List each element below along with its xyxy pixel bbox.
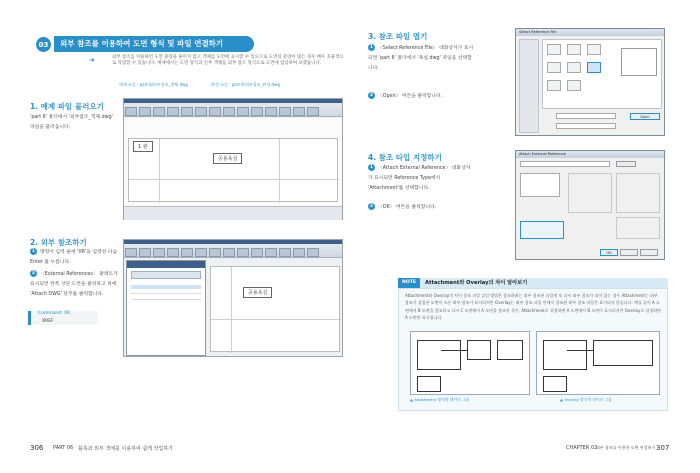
step4-heading: 4. 참조 타입 지정하기 [368,153,442,162]
diagram2-caption: ▲ Overlay 방식의 데이터 그룹 [560,397,612,402]
step2-marker-1: 1 [31,249,36,254]
preview-area [520,173,560,197]
ok-button[interactable]: OK [600,249,618,256]
scale-group[interactable] [568,173,612,213]
cancel-button[interactable] [620,249,638,256]
select-reference-file-dialog [515,28,665,136]
diagram-node-b [467,340,491,360]
cad-tag-label: 1 관 [133,141,153,152]
step4-text-2 [368,203,474,213]
diagram1-caption: ▲ Attachment 방식의 데이터 그룹 [410,397,470,402]
cad-screenshot-2 [123,239,343,357]
example-file-label: 예제 파일 : part 6/외부참조_객체.dwg [119,82,188,87]
step2-text-2-body: 〈External References〉 팔레트가 표시되면 왼쪽 상단 도면을 클릭하고 위에 'Attach DWG' 단추를 클릭합니다. [30,272,118,297]
done-file-label: 완성 파일 : part 6/외부참조_완성.dwg [211,82,280,87]
cad-status-bar [124,206,342,220]
right-footer-text: 외부 참조를 이용한 도면 연결하기 [596,445,656,450]
diagram2-node-b [593,340,653,366]
step4-text-2-body: 〈OK〉 버튼을 클릭합니다. [378,205,437,210]
left-footer-part: PART 06 [53,445,74,451]
diagram-node-d [417,376,441,392]
section-number-badge: 03 [36,37,51,52]
cad-room-label-1: 공용욕실 [213,153,242,164]
note-text: Attachment와 Overlay의 차이 참조 파일 삽입 방법은 참조하려는 외부 참조된 파일에 또 다시 외부 참조가 되어 있는 경우 Attachment는 외부 참조가 삽입된 도면이 모든 외부 참조가 표시되지만 Overlay는 외부 참조 파일 안에서 참조된 외부 참조 파일은 표시되지 않습니다. 예를 들어 A 도면에서 B 도면을 참조하고 다시 C 도면에서 A 도면을 참조한 경우, Attachment로 설정하면 A 도면에서 B 도면이 표시되지만 Overlay로 설정하면 A 도면만 표시됩니다. [405,293,661,320]
note-tag: NOTE [398,278,420,288]
right-page-number: 307 [656,444,670,452]
floor-plan-area-2[interactable] [210,266,340,352]
cad-ribbon [124,99,342,117]
diagram2-node-d [543,376,567,392]
preview-box [621,48,657,76]
selected-file[interactable] [587,62,601,73]
note-title: Attachment와 Overlay의 차이 알아보기 [425,280,528,286]
step2-text-2 [30,270,122,300]
step3-heading: 3. 참조 파일 열기 [368,32,428,41]
dialog2-title: Attach External Reference [516,151,664,158]
reference-type-group[interactable] [520,221,564,239]
step3-marker-2: 2 [369,93,374,98]
intro-text: 외부 참조를 이용하면 도면 용량을 줄이지 않고 객체를 도면에 표시할 수 있으므로 도면의 분량이 많은 경우 매우 효율적으로 작업할 수 있습니다. 예제에서는 도면 형식과 일부 객체를 외부 참조 형식으로 도면에 삽입하여 보겠습니다. [112,55,344,67]
file-list[interactable] [542,39,662,109]
cad-room-label-2: 공용욕실 [243,287,272,298]
command-label: Command: XR [38,311,71,316]
external-references-palette[interactable] [126,260,206,356]
step4-text-1 [368,164,474,194]
command-box-bar [28,311,31,325]
intro-arrow-icon: ➜ [89,56,95,64]
attach-external-reference-dialog [515,150,665,260]
block-unit-group [616,217,660,239]
diagram-node-a [417,340,461,370]
command-value: XREF [42,319,54,324]
dialog1-title: Select Reference File [516,29,664,36]
cad-canvas[interactable] [124,118,342,220]
section-title: 외부 참조를 이용하여 도면 형식 및 파일 연결하기 [54,36,254,52]
step4-marker-2: 2 [369,204,374,209]
diagram-node-c [497,340,523,360]
right-footer-chapter: CHAPTER 02 [566,445,598,451]
diagram2-node-a [543,340,587,370]
cad-screenshot-1 [123,98,343,220]
overlay-diagram [536,331,660,395]
left-page-number: 306 [30,444,44,452]
step2-text-1 [30,248,122,268]
name-field[interactable] [520,161,610,167]
step2-marker-2: 2 [31,271,36,276]
filename-field[interactable] [556,113,616,119]
step3-text-1 [368,44,474,74]
help-button[interactable] [640,249,658,256]
step3-text-1-body: 〈Select Reference File〉 대화상자가 표시되면 'part 6' 폴더에서 '욕실.dwg' 파일을 선택합니다. [368,46,474,71]
open-button[interactable]: Open [630,113,660,120]
attach-dwg-button[interactable] [131,271,201,279]
left-footer-text: 블록과 외부 객체를 이용하여 쉽게 작업하기 [78,446,173,452]
step3-text-2 [368,92,474,102]
step2-text-1-body: 명령어 입력 줄에 'XR'을 입력한 다음 Enter 를 누릅니다. [30,250,118,265]
step4-marker-1: 1 [369,165,374,170]
step1-heading: 1. 예제 파일 불러오기 [30,102,104,111]
step3-text-2-body: 〈Open〉 버튼을 클릭합니다. [378,94,443,99]
floor-plan-area [128,138,338,202]
step3-marker-1: 1 [369,45,374,50]
file-info [119,82,359,88]
step2-heading: 2. 외부 참조하기 [30,238,87,247]
browse-button[interactable] [616,161,636,167]
filetype-field[interactable] [556,123,616,129]
step1-text: 'part 6' 폴더에서 '외부참조_객체.dwg' 파일을 불러옵니다. [30,115,114,130]
step4-text-1-body: 〈Attach External Reference〉 대화상자가 표시되면 Reference Type에서 'Attachment'를 선택합니다. [368,166,471,191]
rotation-group[interactable] [616,173,660,213]
attachment-diagram [410,331,530,395]
places-list[interactable] [519,39,539,133]
